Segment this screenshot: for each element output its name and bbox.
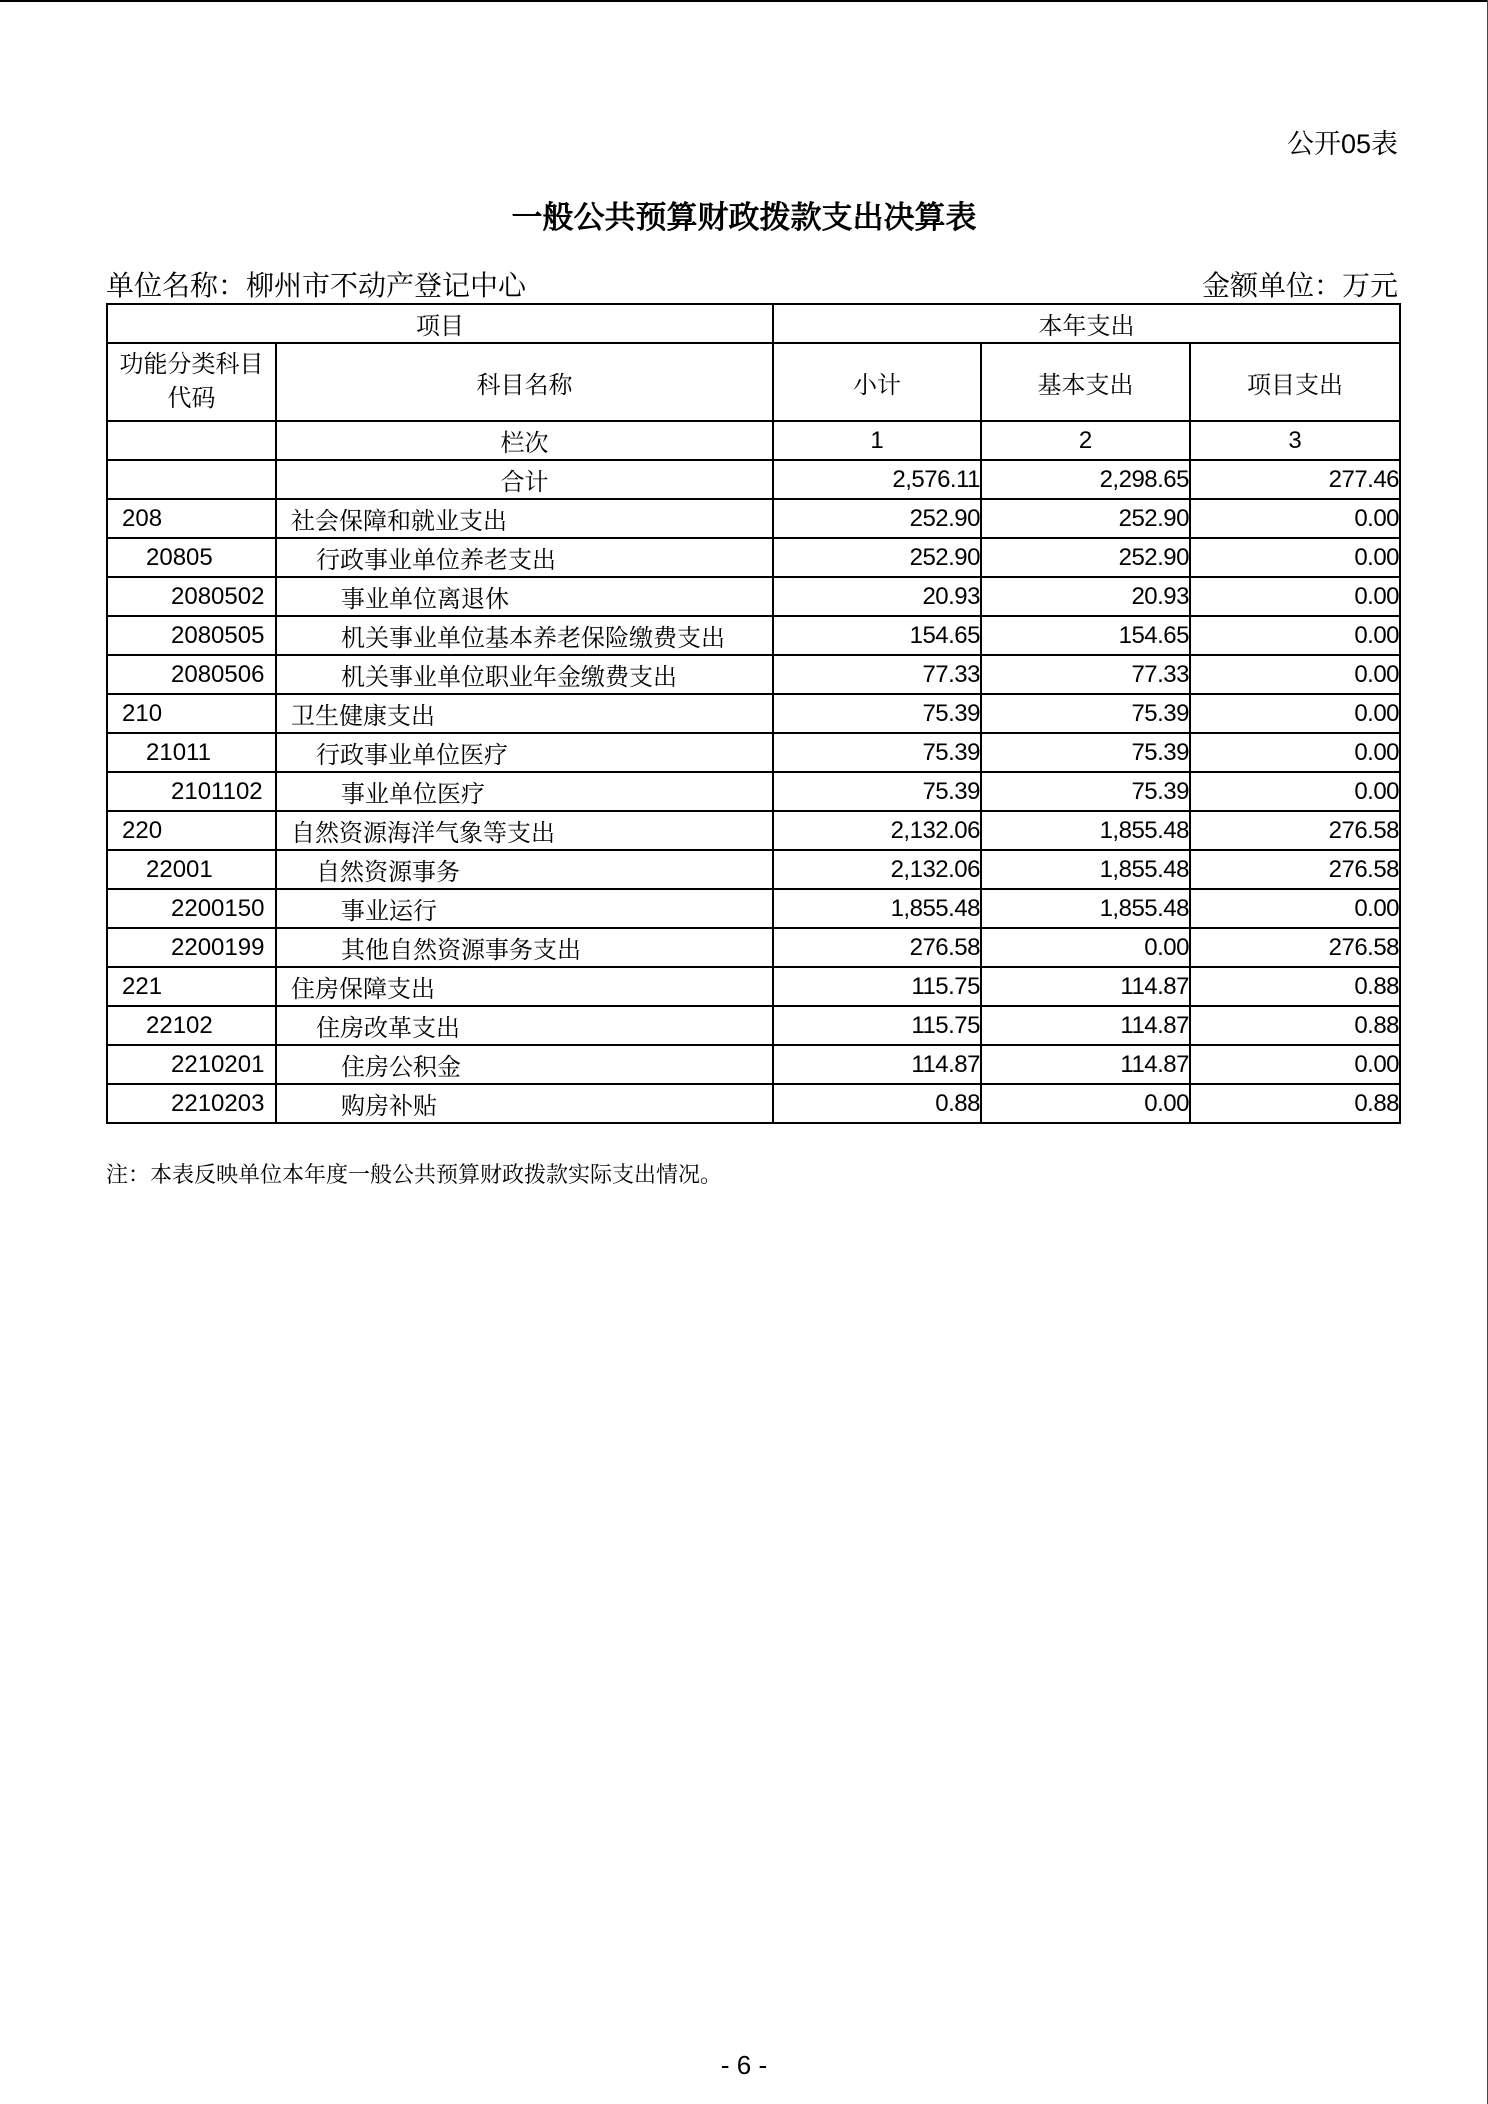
- table-row: [107, 577, 1400, 616]
- row-basic: 154.65: [981, 616, 1190, 655]
- row-basic: 1,855.48: [981, 850, 1190, 889]
- row-project: 0.88: [1190, 967, 1400, 1006]
- row-subtotal: 1,855.48: [773, 889, 981, 928]
- row-name: 住房保障支出: [276, 967, 773, 1006]
- total-subtotal: 2,576.11: [773, 460, 981, 499]
- row-code: 2210203: [107, 1084, 276, 1123]
- header-subtotal: 小计: [773, 343, 981, 421]
- row-subtotal: 115.75: [773, 967, 981, 1006]
- row-code: 210: [107, 694, 276, 733]
- row-basic: 0.00: [981, 928, 1190, 967]
- column-index-2: 2: [981, 421, 1190, 460]
- row-name: 机关事业单位职业年金缴费支出: [276, 655, 773, 694]
- row-basic: 75.39: [981, 733, 1190, 772]
- row-name: 卫生健康支出: [276, 694, 773, 733]
- page-top-border: [0, 0, 1488, 2]
- row-subtotal: 75.39: [773, 733, 981, 772]
- row-basic: 75.39: [981, 772, 1190, 811]
- row-subtotal: 252.90: [773, 538, 981, 577]
- row-project: 0.00: [1190, 889, 1400, 928]
- row-project: 276.58: [1190, 928, 1400, 967]
- row-name: 自然资源海洋气象等支出: [276, 811, 773, 850]
- row-name: 住房改革支出: [276, 1006, 773, 1045]
- row-basic: 252.90: [981, 538, 1190, 577]
- row-name: 机关事业单位基本养老保险缴费支出: [276, 616, 773, 655]
- column-index-3: 3: [1190, 421, 1400, 460]
- expenditure-table: [106, 303, 1401, 1124]
- table-row: [107, 1006, 1400, 1045]
- header-code: 功能分类科目代码: [107, 343, 276, 421]
- row-project: 0.00: [1190, 538, 1400, 577]
- row-project: 0.88: [1190, 1084, 1400, 1123]
- row-code: 221: [107, 967, 276, 1006]
- row-subtotal: 0.88: [773, 1084, 981, 1123]
- row-code: 21011: [107, 733, 276, 772]
- row-code: 20805: [107, 538, 276, 577]
- table-row: [107, 967, 1400, 1006]
- row-code: 22102: [107, 1006, 276, 1045]
- row-subtotal: 114.87: [773, 1045, 981, 1084]
- row-project: 276.58: [1190, 850, 1400, 889]
- row-project: 0.00: [1190, 616, 1400, 655]
- row-project: 276.58: [1190, 811, 1400, 850]
- table-row: [107, 1045, 1400, 1084]
- unit-name: 单位名称：柳州市不动产登记中心: [106, 270, 527, 301]
- row-code: 2200150: [107, 889, 276, 928]
- column-index-1: 1: [773, 421, 981, 460]
- row-code: 220: [107, 811, 276, 850]
- row-name: 行政事业单位养老支出: [276, 538, 773, 577]
- table-row: [107, 811, 1400, 850]
- table-row: [107, 733, 1400, 772]
- row-basic: 0.00: [981, 1084, 1190, 1123]
- table-row: [107, 616, 1400, 655]
- header-basic: 基本支出: [981, 343, 1190, 421]
- row-name: 社会保障和就业支出: [276, 499, 773, 538]
- row-name: 行政事业单位医疗: [276, 733, 773, 772]
- row-subtotal: 115.75: [773, 1006, 981, 1045]
- table-row: [107, 694, 1400, 733]
- table-row: [107, 1084, 1400, 1123]
- row-project: 0.00: [1190, 694, 1400, 733]
- row-name: 自然资源事务: [276, 850, 773, 889]
- table-note: 注：本表反映单位本年度一般公共预算财政拨款实际支出情况。: [106, 1162, 723, 1187]
- row-subtotal: 77.33: [773, 655, 981, 694]
- row-name: 事业运行: [276, 889, 773, 928]
- table-row: [107, 499, 1400, 538]
- table-row: [107, 850, 1400, 889]
- table-row: [107, 655, 1400, 694]
- header-item: 项目: [107, 304, 773, 343]
- row-subtotal: 154.65: [773, 616, 981, 655]
- header-name: 科目名称: [276, 343, 773, 421]
- row-basic: 77.33: [981, 655, 1190, 694]
- row-project: 0.00: [1190, 772, 1400, 811]
- total-row: [107, 460, 1400, 499]
- row-basic: 1,855.48: [981, 889, 1190, 928]
- row-basic: 1,855.48: [981, 811, 1190, 850]
- row-basic: 75.39: [981, 694, 1190, 733]
- table-row: [107, 772, 1400, 811]
- row-basic: 252.90: [981, 499, 1190, 538]
- table-row: [107, 889, 1400, 928]
- row-project: 0.00: [1190, 499, 1400, 538]
- row-basic: 114.87: [981, 1045, 1190, 1084]
- row-code: 208: [107, 499, 276, 538]
- header-project: 项目支出: [1190, 343, 1400, 421]
- row-basic: 114.87: [981, 1006, 1190, 1045]
- row-code: 2210201: [107, 1045, 276, 1084]
- row-project: 0.00: [1190, 577, 1400, 616]
- row-subtotal: 2,132.06: [773, 850, 981, 889]
- row-subtotal: 75.39: [773, 694, 981, 733]
- header-row-1: [107, 304, 1400, 343]
- row-code: 2080505: [107, 616, 276, 655]
- row-project: 0.88: [1190, 1006, 1400, 1045]
- row-code: 2080506: [107, 655, 276, 694]
- row-subtotal: 252.90: [773, 499, 981, 538]
- column-index-label: 栏次: [276, 421, 773, 460]
- row-name: 其他自然资源事务支出: [276, 928, 773, 967]
- amount-unit: 金额单位：万元: [1201, 270, 1398, 301]
- table-row: [107, 928, 1400, 967]
- page-number: - 6 -: [720, 2050, 768, 2080]
- total-code-empty: [107, 460, 276, 499]
- row-project: 0.00: [1190, 733, 1400, 772]
- column-index-row: [107, 421, 1400, 460]
- row-code: 2101102: [107, 772, 276, 811]
- row-subtotal: 20.93: [773, 577, 981, 616]
- row-name: 购房补贴: [276, 1084, 773, 1123]
- row-name: 事业单位医疗: [276, 772, 773, 811]
- total-basic: 2,298.65: [981, 460, 1190, 499]
- header-row-2: [107, 343, 1400, 421]
- row-name: 事业单位离退休: [276, 577, 773, 616]
- table-row: [107, 538, 1400, 577]
- row-project: 0.00: [1190, 1045, 1400, 1084]
- page-title: 一般公共预算财政拨款支出决算表: [511, 200, 977, 235]
- row-subtotal: 75.39: [773, 772, 981, 811]
- row-code: 22001: [107, 850, 276, 889]
- form-number: 公开05表: [1286, 129, 1398, 159]
- row-basic: 114.87: [981, 967, 1190, 1006]
- row-subtotal: 276.58: [773, 928, 981, 967]
- total-label: 合计: [276, 460, 773, 499]
- row-code: 2080502: [107, 577, 276, 616]
- row-subtotal: 2,132.06: [773, 811, 981, 850]
- row-code: 2200199: [107, 928, 276, 967]
- row-basic: 20.93: [981, 577, 1190, 616]
- header-current-year: 本年支出: [773, 304, 1400, 343]
- row-name: 住房公积金: [276, 1045, 773, 1084]
- total-project: 277.46: [1190, 460, 1400, 499]
- column-index-empty: [107, 421, 276, 460]
- row-project: 0.00: [1190, 655, 1400, 694]
